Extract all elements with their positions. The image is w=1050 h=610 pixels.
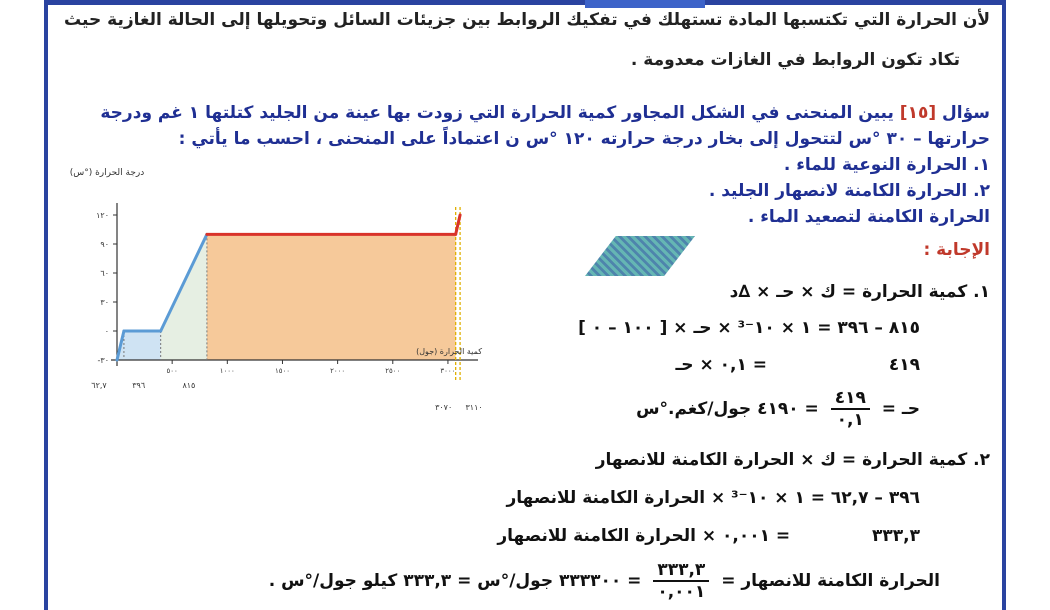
answer-a3-right: = ٠,١ × حـ (675, 355, 768, 375)
answer-a4-post: = ٤١٩٠ جول/كغم.°س (636, 399, 819, 419)
point-label: ٨١٥ (182, 381, 196, 390)
top-decoration (585, 0, 705, 8)
answer-a4-fraction (831, 388, 870, 430)
y-tick-label: ٠ (104, 327, 109, 336)
y-tick-label: ٦٠ (100, 269, 109, 278)
answer-a4 (636, 388, 920, 430)
y-axis-title: درجة الحرارة (°س) (69, 168, 145, 178)
answer-b3-left: ٣٣٣,٣ (872, 526, 920, 546)
question-text-1: يبين المنحنى في الشكل المجاور كمية الحرارة التي زودت بها عينة من الجليد كتلتها ١ غم ودرجة (100, 103, 894, 123)
curve-segment (456, 215, 460, 234)
answer-a4-denominator: ٠,١ (836, 410, 864, 430)
answer-b3-right: = ٠,٠٠١ × الحرارة الكامنة للانصهار (497, 526, 791, 546)
question-item-1: ١. الحرارة النوعية للماء . (783, 155, 990, 175)
decorative-hatch (585, 236, 695, 276)
answer-b4 (269, 560, 940, 602)
page-frame-left (44, 0, 48, 610)
heating-curve-svg (60, 160, 500, 420)
intro-line-2: تكاد تكون الروابط في الغازات معدومة . (630, 50, 960, 70)
x-axis-title: كمية الحرارة (جول) (416, 347, 482, 356)
answer-a4-pre: حـ = (881, 399, 920, 419)
answer-b4-denominator: ٠,٠٠١ (657, 582, 706, 602)
y-tick-label: ١٢٠ (96, 211, 109, 220)
heating-curve-chart (60, 160, 500, 420)
answer-b2: ٣٩٦ – ٦٢,٧ = ١ × ١٠⁻³ × الحرارة الكامنة للانصهار (506, 488, 920, 508)
question-line-1 (100, 103, 990, 123)
answer-b4-post: = ٣٣٣٣٠٠ جول/°س = ٣٣٣,٣ كيلو جول/°س . (268, 571, 642, 591)
page-frame-right (1002, 0, 1006, 610)
x-tick-label: ٣٠٠٠ (440, 367, 456, 375)
y-tick-label: ٩٠ (100, 240, 109, 249)
question-line-2: حرارتها – ٣٠ °س لتتحول إلى بخار درجة حرارته ١٢٠ °س ن اعتماداً على المنحنى ، احسب ما يأتي : (178, 129, 990, 149)
x-tick-label: ٢٥٠٠ (385, 367, 401, 375)
answer-b4-pre: الحرارة الكامنة للانصهار = (721, 571, 940, 591)
answer-b4-numerator: ٣٣٣,٣ (653, 560, 709, 582)
y-tick-label: ٣٠ (100, 298, 109, 307)
y-tick-label: -٣٠ (97, 356, 109, 365)
answer-a4-numerator: ٤١٩ (831, 388, 870, 410)
answer-a1: ١. كمية الحرارة = ك × حـ × ∆د (729, 282, 990, 302)
point-label: ٣٠٧٠ (435, 403, 453, 412)
point-label: ٣١١٠ (465, 403, 483, 412)
point-label: ٦٢,٧ (91, 381, 107, 390)
x-tick-label: ١٥٠٠ (274, 367, 290, 375)
page-top-border (48, 0, 1002, 5)
answer-b1: ٢. كمية الحرارة = ك × الحرارة الكامنة للانصهار (595, 450, 990, 470)
answer-label: الإجابة : (923, 240, 990, 260)
question-item-2: ٢. الحرارة الكامنة لانصهار الجليد . (708, 181, 990, 201)
question-label: سؤال (942, 103, 990, 123)
question-item-3: الحرارة الكامنة لتصعيد الماء . (747, 207, 990, 227)
intro-line-1: لأن الحرارة التي تكتسبها المادة تستهلك في تفكيك الروابط بين جزيئات السائل وتحويلها إلى الحالة الغازية حيث (64, 10, 990, 30)
x-tick-label: ٢٠٠٠ (330, 367, 346, 375)
x-tick-label: ٥٠٠ (166, 367, 178, 375)
point-label: ٣٩٦ (132, 381, 146, 390)
area-water (161, 234, 207, 360)
x-tick-label: ١٠٠٠ (219, 367, 235, 375)
answer-a3-left: ٤١٩ (888, 355, 920, 375)
answer-a2: ٨١٥ – ٣٩٦ = ١ × ١٠⁻³ × حـ × [ ١٠٠ – ٠ ] (578, 318, 920, 338)
question-number: [١٥] (899, 103, 937, 123)
answer-b3 (497, 526, 920, 546)
answer-a3 (675, 355, 920, 375)
area-boiling (207, 234, 456, 360)
answer-b4-fraction (653, 560, 709, 602)
